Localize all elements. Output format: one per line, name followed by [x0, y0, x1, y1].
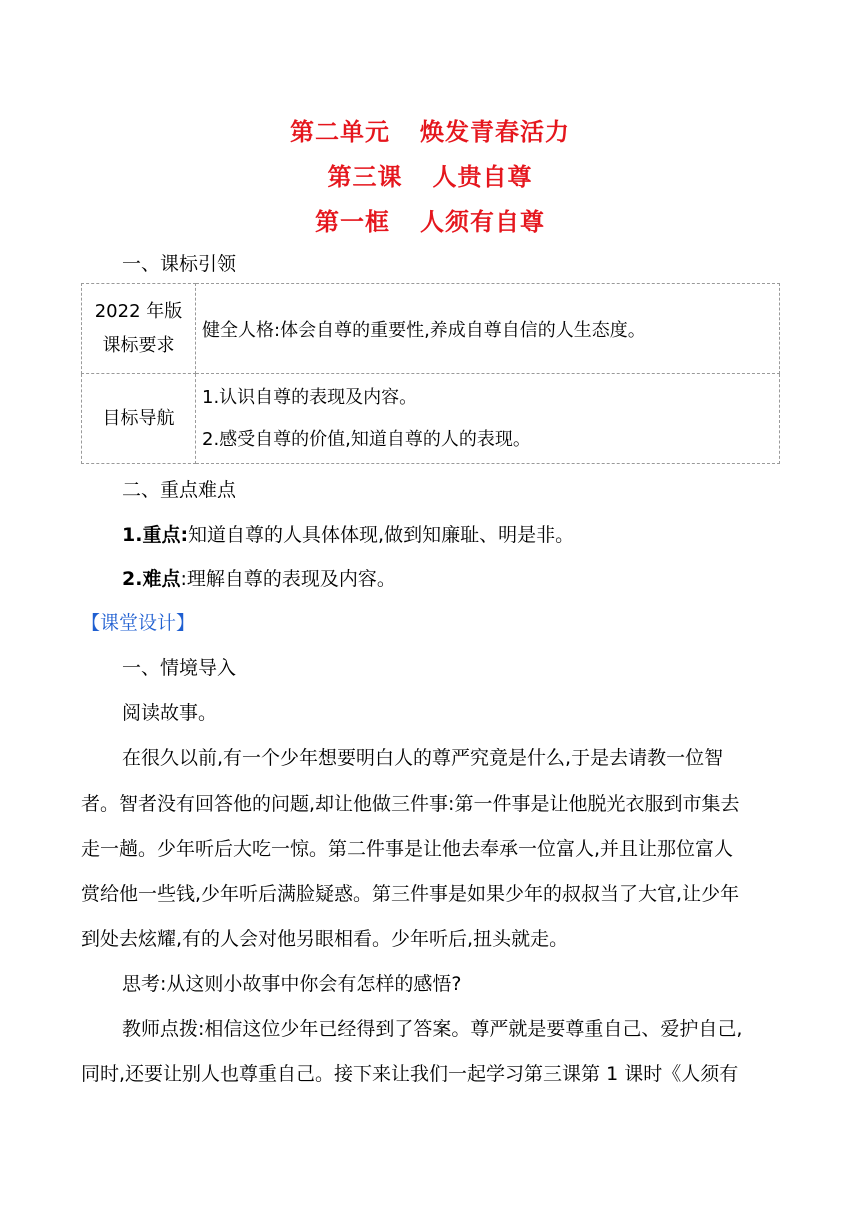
unit-title	[0, 112, 860, 147]
key-point	[122, 522, 574, 548]
classroom-design-heading: 【课堂设计】	[81, 612, 196, 634]
difficult-point-text: :理解自尊的表现及内容。	[180, 568, 396, 590]
intro-heading: 一、情境导入	[122, 657, 237, 679]
frame-label: 第一框	[315, 208, 390, 236]
table-row	[82, 284, 780, 374]
story-line: 赏给他一些钱,少年听后满脸疑惑。第三件事是如果少年的叔叔当了大官,让少年	[81, 883, 740, 905]
frame-title	[0, 202, 860, 237]
standards-table	[81, 283, 780, 464]
goal-label-cell	[82, 374, 196, 464]
key-point-label: 1.重点:	[122, 524, 189, 546]
read-story: 阅读故事。	[122, 702, 218, 724]
frame-name: 人须有自尊	[420, 208, 545, 236]
story-line: 走一趟。少年听后大吃一惊。第二件事是让他去奉承一位富人,并且让那位富人	[81, 838, 734, 860]
standard-label-cell	[82, 284, 196, 374]
teacher-line: 同时,还要让别人也尊重自己。接下来让我们一起学习第三课第 1 课时《人须有	[81, 1063, 739, 1085]
teacher-line: 教师点拨:相信这位少年已经得到了答案。尊严就是要尊重自己、爱护自己,	[122, 1018, 743, 1040]
unit-name: 焕发青春活力	[420, 118, 570, 146]
lesson-title	[0, 157, 860, 192]
table-row	[82, 374, 780, 464]
difficult-point-label: 2.难点	[122, 568, 181, 590]
standard-content-cell	[196, 284, 780, 374]
goal-item: 1.认识自尊的表现及内容。	[202, 386, 418, 408]
goal-content-cell	[196, 374, 780, 464]
standard-label-line2: 课标要求	[102, 334, 175, 356]
story-line: 在很久以前,有一个少年想要明白人的尊严究竟是什么,于是去请教一位智	[122, 747, 724, 769]
goal-item: 2.感受自尊的价值,知道自尊的人的表现。	[202, 428, 531, 450]
story-line: 者。智者没有回答他的问题,却让他做三件事:第一件事是让他脱光衣服到市集去	[81, 793, 740, 815]
standard-label-line1: 2022 年版	[94, 300, 183, 322]
unit-label: 第二单元	[290, 118, 390, 146]
section1-heading: 一、课标引领	[122, 253, 237, 275]
difficult-point	[122, 566, 396, 592]
key-point-text: 知道自尊的人具体体现,做到知廉耻、明是非。	[188, 524, 575, 546]
goal-label: 目标导航	[102, 407, 175, 429]
lesson-label: 第三课	[327, 163, 403, 191]
lesson-name: 人贵自尊	[432, 163, 533, 191]
story-line: 到处去炫耀,有的人会对他另眼相看。少年听后,扭头就走。	[81, 928, 569, 950]
think-question: 思考:从这则小故事中你会有怎样的感悟?	[122, 973, 462, 995]
standard-content: 健全人格:体会自尊的重要性,养成自尊自信的人生态度。	[202, 319, 646, 341]
section2-heading: 二、重点难点	[122, 479, 237, 501]
